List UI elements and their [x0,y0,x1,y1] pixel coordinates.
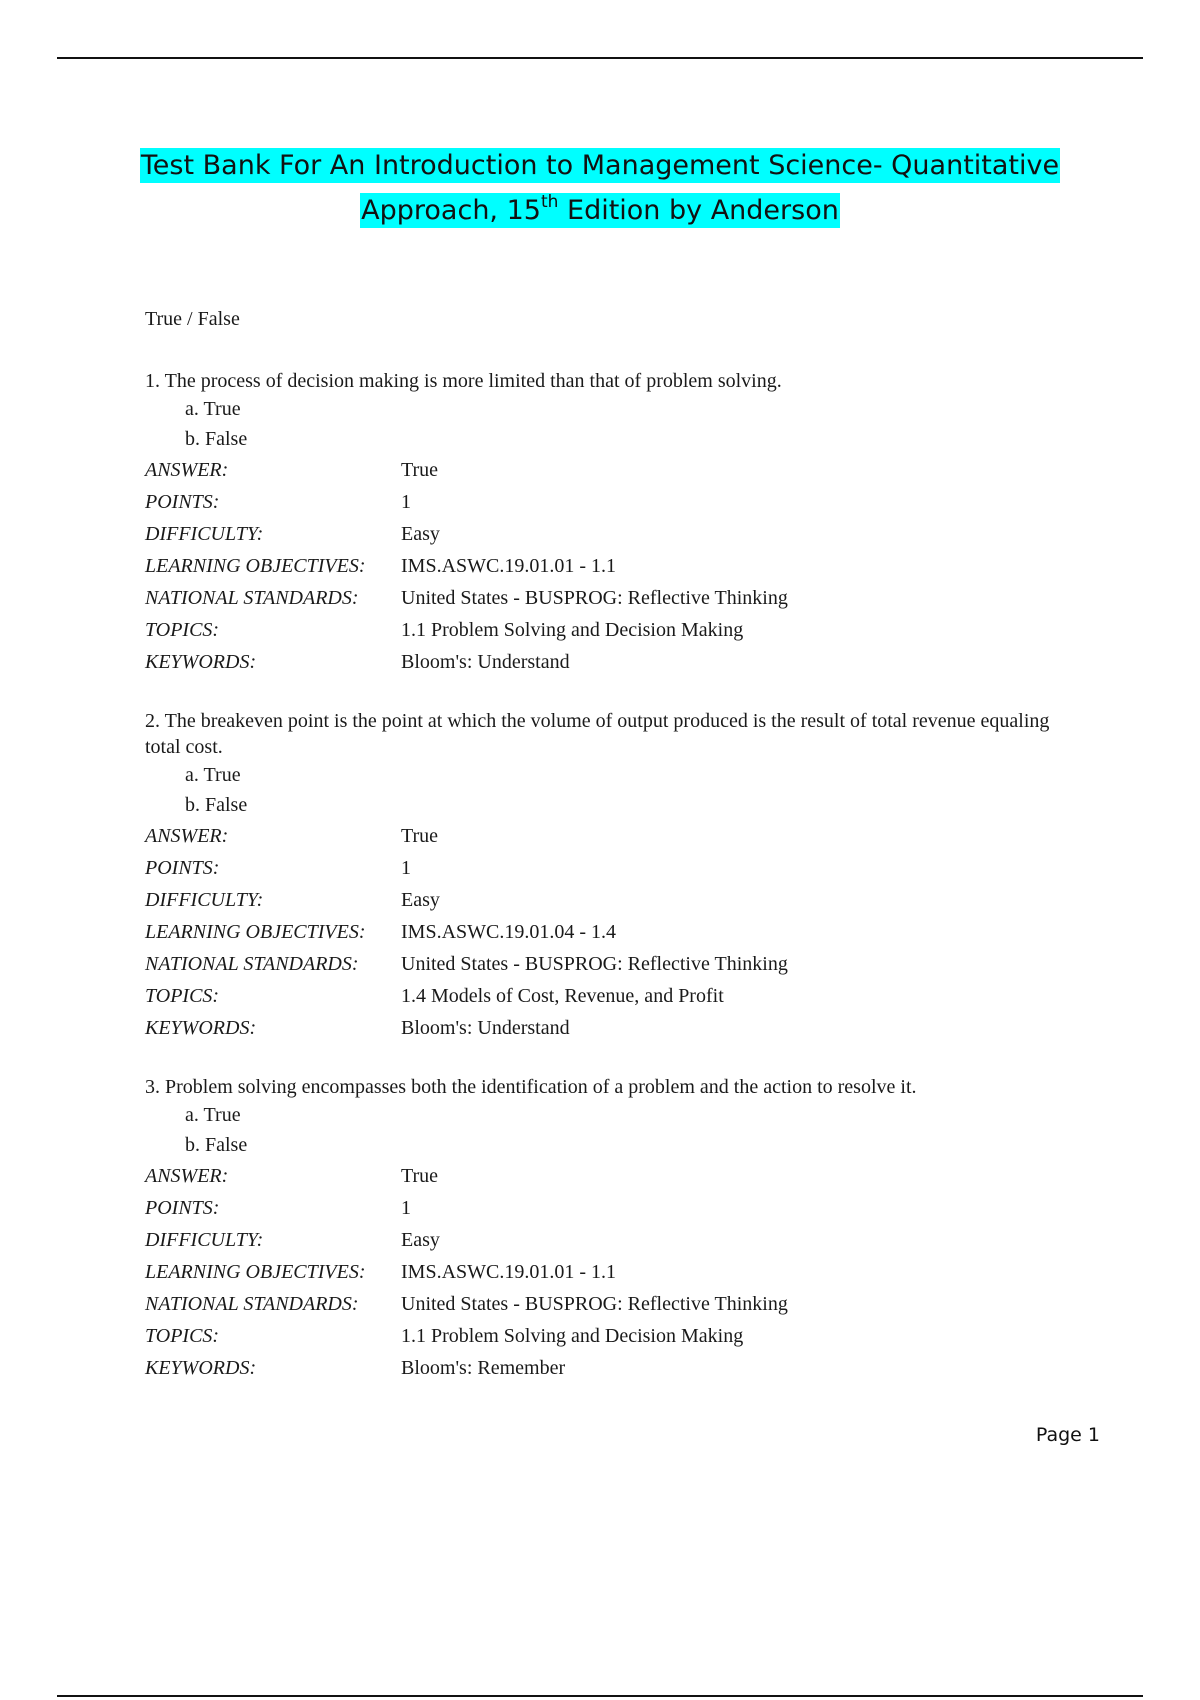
metadata-label: TOPICS: [145,1325,220,1347]
metadata-label: DIFFICULTY: [145,889,264,911]
metadata-label: TOPICS: [145,985,220,1007]
question-block [145,368,1075,678]
metadata-row [145,1320,1075,1352]
metadata-row [145,948,1075,980]
metadata-label: NATIONAL STANDARDS: [145,953,359,975]
metadata-row [145,1160,1075,1192]
question-block [145,708,1075,1044]
metadata-value: 1 [401,1197,411,1219]
metadata-label: POINTS: [145,857,220,879]
metadata-row [145,550,1075,582]
metadata-label: ANSWER: [145,825,229,847]
metadata-row [145,1352,1075,1384]
metadata-row [145,916,1075,948]
metadata-label: DIFFICULTY: [145,523,264,545]
page-number: Page 1 [1035,1424,1100,1446]
metadata-row [145,1256,1075,1288]
metadata-label: NATIONAL STANDARDS: [145,1293,359,1315]
answer-option: b. False [185,1134,248,1156]
metadata-value: True [401,825,439,847]
metadata-row [145,614,1075,646]
metadata-row [145,518,1075,550]
question-stem: 3. Problem solving encompasses both the identification of a problem and the action to resolve it. [145,1076,917,1098]
metadata-row [145,1012,1075,1044]
metadata-label: LEARNING OBJECTIVES: [145,921,366,943]
metadata-row [145,980,1075,1012]
metadata-value: 1.1 Problem Solving and Decision Making [401,1325,744,1347]
title-line-1: Test Bank For An Introduction to Management Science- Quantitative [140,150,1060,181]
metadata-row [145,1288,1075,1320]
title-line-2 [360,193,840,228]
answer-option: a. True [185,1104,241,1126]
question-list [145,368,1075,1384]
metadata-value: IMS.ASWC.19.01.04 - 1.4 [401,921,617,943]
metadata-row [145,582,1075,614]
title-line-2-prefix: Approach, 15 [361,195,541,226]
metadata-value: Bloom's: Understand [401,1017,570,1039]
metadata-label: DIFFICULTY: [145,1229,264,1251]
metadata-label: KEYWORDS: [145,651,257,673]
metadata-label: NATIONAL STANDARDS: [145,587,359,609]
metadata-row [145,884,1075,916]
document-title [0,143,1200,233]
metadata-value: 1 [401,491,411,513]
metadata-row [145,1192,1075,1224]
document-body [145,304,1075,1384]
metadata-row [145,454,1075,486]
metadata-value: Bloom's: Understand [401,651,570,673]
metadata-label: LEARNING OBJECTIVES: [145,1261,366,1283]
metadata-label: LEARNING OBJECTIVES: [145,555,366,577]
metadata-value: United States - BUSPROG: Reflective Thinking [401,587,788,609]
metadata-label: KEYWORDS: [145,1357,257,1379]
question-stem: 2. The breakeven point is the point at which the volume of output produced is the result of total revenue equaling total cost. [145,710,1050,758]
title-line-2-suffix: Edition by Anderson [558,195,839,226]
metadata-value: United States - BUSPROG: Reflective Thinking [401,1293,788,1315]
metadata-value: United States - BUSPROG: Reflective Thinking [401,953,788,975]
metadata-value: Easy [401,523,440,545]
metadata-value: Bloom's: Remember [401,1357,566,1379]
metadata-value: Easy [401,889,440,911]
metadata-label: TOPICS: [145,619,220,641]
metadata-row [145,486,1075,518]
metadata-value: 1 [401,857,411,879]
metadata-value: IMS.ASWC.19.01.01 - 1.1 [401,555,617,577]
answer-option: a. True [185,398,241,420]
metadata-label: ANSWER: [145,459,229,481]
metadata-label: ANSWER: [145,1165,229,1187]
metadata-row [145,820,1075,852]
answer-option: b. False [185,428,248,450]
footer-rule [57,1695,1143,1697]
question-stem: 1. The process of decision making is more limited than that of problem solving. [145,370,782,392]
metadata-value: 1.4 Models of Cost, Revenue, and Profit [401,985,724,1007]
metadata-value: Easy [401,1229,440,1251]
metadata-value: IMS.ASWC.19.01.01 - 1.1 [401,1261,617,1283]
answer-option: a. True [185,764,241,786]
metadata-row [145,1224,1075,1256]
metadata-row [145,852,1075,884]
section-heading: True / False [145,308,240,330]
metadata-label: KEYWORDS: [145,1017,257,1039]
metadata-label: POINTS: [145,1197,220,1219]
metadata-value: True [401,1165,439,1187]
metadata-value: True [401,459,439,481]
metadata-value: 1.1 Problem Solving and Decision Making [401,619,744,641]
answer-option: b. False [185,794,248,816]
metadata-label: POINTS: [145,491,220,513]
metadata-row [145,646,1075,678]
title-superscript: th [540,192,559,212]
question-block [145,1074,1075,1384]
header-rule [57,57,1143,59]
